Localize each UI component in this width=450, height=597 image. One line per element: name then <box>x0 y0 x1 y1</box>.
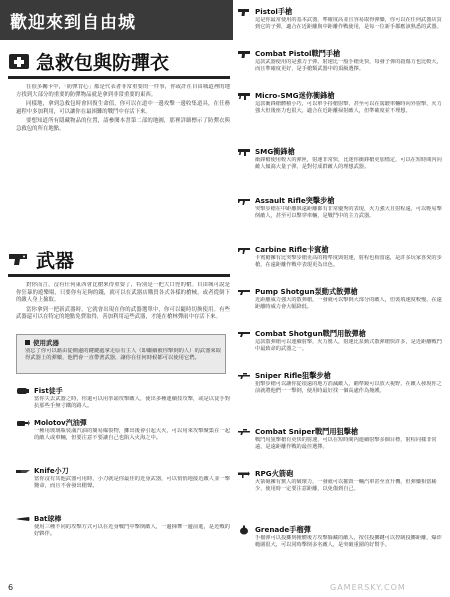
weapon-name: Micro-SMG迷你衝鋒槍 <box>255 90 335 100</box>
weapon-name: Pump Shotgun泵動式散彈槍 <box>255 286 358 296</box>
section-medkit-title: 急救包與防彈衣 <box>36 51 170 74</box>
weapon-desc: 近距離威力強大的散彈槍，一發就可以擊倒大部分的敵人，但裝填速度較慢，在遠距離時威力會大幅降低。 <box>255 297 442 310</box>
weapon-desc: 衝鋒槍使用較大的彈匣，射速非常快，比迷你衝鋒槍更加穩定，可以在短時間內向敵人傾瀉大量子彈，是對付成群敵人的理想武器。 <box>255 157 442 170</box>
combat-shotgun-icon <box>238 329 250 339</box>
micro-smg-icon <box>238 91 250 101</box>
section-weapons-title: 武器 <box>36 249 75 272</box>
tip-box <box>16 334 226 374</box>
weapon-desc: 戰鬥用狙擊槍有更快的射速，可以在短時間內連續射擊多個目標，射程同樣非常遠，是遠距離作戰的最佳選擇。 <box>255 437 437 450</box>
molotov-icon <box>16 419 30 427</box>
weapon-desc: 這是你最常使用的基本武器，準確度高並且容易取得彈藥，你可以在任何武器店買到它的子彈，適合在近距離與中距離作戰使用，是每一位新手都應該熟悉的武器。 <box>255 17 442 30</box>
section-medkit-body <box>16 84 230 236</box>
item-desc: 當你失去武器之時，你還可以用拳頭攻擊敵人，使出多種連續技攻擊，或是以徒手對抗那些手無寸鐵的路人。 <box>34 396 230 410</box>
item-name: Knife小刀 <box>34 467 69 475</box>
weapon-name: Combat Shotgun戰鬥用散彈槍 <box>255 328 366 338</box>
smg-icon <box>238 147 250 157</box>
weapon-item <box>238 48 444 87</box>
sniper-rifle-icon <box>238 371 250 381</box>
weapon-desc: 這款衝鋒槍體積小巧，可以單手持槍射擊，甚至可以在駕駛車輛時向外射擊，火力強大但後座力也很大，適合在近距離掃射敵人，但準確度並不理想。 <box>255 101 442 114</box>
weapon-item <box>238 90 444 143</box>
weapons-paragraph: 對你而言，沒有任何東西會比槍來得重要了，特別是一把大口徑的槍。自由城可說是你狂暴的遊樂場，只要你有足夠的錢，就可以在武器店購買各式各樣的槍械，或者從倒下的敵人身上撿取。 <box>16 282 230 304</box>
weapon-name: RPG火箭砲 <box>255 468 294 478</box>
weapon-item <box>238 6 444 45</box>
header-bar <box>0 0 233 40</box>
weapon-item <box>238 195 444 241</box>
tip-title: 使用武器 <box>33 339 59 347</box>
tip-text: 別忘了你可以藉由從側邊的鍵鍵處拿走原有主人（即繼續被你擊倒的人）的武器來取得武器上的彈藥，他們會一直帶著武器，讓你在任何時候都可以使用它們。 <box>25 348 221 362</box>
item-desc: 使用三種不同的攻擊方式可以在近身戰鬥中擊倒敵人，一邊揮舞一邊前進，是近戰的好夥伴。 <box>34 524 230 538</box>
weapon-desc: 這款散彈槍可以連續射擊，火力驚人，射速比泵動式散彈槍快許多，是近距離戰鬥中最致命的武器之一。 <box>255 339 442 352</box>
weapon-item <box>238 286 444 325</box>
weapon-desc: 這款武器使用的是強力子彈，射速比一般手槍更快，每發子彈的殺傷力也比較大，而且準確度更好，是手槍類武器中的頂級選擇。 <box>255 59 442 72</box>
left-item-bat <box>16 514 230 546</box>
section-weapons-body <box>16 282 230 330</box>
weapon-item <box>238 524 444 584</box>
pistol-icon <box>8 248 30 270</box>
weapon-name: Combat Sniper戰鬥用狙擊槍 <box>255 426 359 436</box>
weapon-name: Pistol手槍 <box>255 6 293 16</box>
weapon-name: Combat Pistol戰鬥手槍 <box>255 48 341 58</box>
left-item-molotov <box>16 418 230 464</box>
weapon-item <box>238 468 444 521</box>
combat-pistol-icon <box>238 49 250 59</box>
weapon-item <box>238 328 444 367</box>
weapon-name: Carbine Rifle卡賓槍 <box>255 244 329 254</box>
carbine-rifle-icon <box>238 245 250 255</box>
assault-rifle-icon <box>238 196 250 206</box>
weapon-name: Sniper Rifle狙擊步槍 <box>255 370 331 380</box>
weapon-desc: 突擊步槍在中距離與遠距離都有非常優秀的表現，火力強大且射程遠，可以輕易擊倒敵人，甚至可以擊穿車輛，是戰鬥中的主力武器。 <box>255 206 442 219</box>
section-weapons-heading <box>8 244 74 274</box>
section-medkit-heading <box>8 46 169 76</box>
combat-sniper-icon <box>238 427 250 437</box>
medkit-paragraph: 要想知道所有隱藏物品的位置，請參閱本書第二部的地圖，那裡詳細標示了防彈衣與急救包的所在地點。 <box>16 118 230 132</box>
section-medkit-rule <box>8 76 230 79</box>
medkit-icon <box>8 50 30 72</box>
bat-icon <box>16 515 30 523</box>
pistol-icon <box>238 7 250 17</box>
medkit-paragraph: 在很多關卡中，「防彈背心」都是代表著非常重要的一件事，你或許在自由城道裡的地方找到大部分的重要的防彈物品就是拿到非常重要的東西。 <box>16 84 230 98</box>
item-name: Fist徒手 <box>34 387 63 395</box>
tip-bullet-icon <box>25 340 30 345</box>
site-watermark: GAMERSKY.COM <box>330 583 406 592</box>
rpg-icon <box>238 469 250 479</box>
weapon-name: Grenade手榴彈 <box>255 524 311 534</box>
weapon-item <box>238 426 444 465</box>
page-title: 歡迎來到自由城 <box>10 13 136 33</box>
knife-icon <box>16 467 30 475</box>
weapon-item <box>238 370 444 423</box>
medkit-paragraph: 同樣地，拿到急救包時會回復生命值，你可以在道中一邊攻擊一邊收集道具，在任務過程中多加利用，可以讓你在最困難的戰鬥中存活下來。 <box>16 101 230 115</box>
weapon-name: Assault Rifle突擊步槍 <box>255 195 335 205</box>
item-desc: 當你沒有其他武器可用時，小刀就是你最佳的近身武器，可以悄悄地接近敵人並一擊斃命，而且不會發出槍聲。 <box>34 476 230 490</box>
page-number: 6 <box>8 583 14 592</box>
weapon-desc: 火箭砲擁有驚人的破壞力，一發就可以摧毀一輛汽車甚至直升機，但彈藥相當稀少，使用時一定要注意距離，以免傷到自己。 <box>255 479 437 492</box>
fist-icon <box>16 387 30 395</box>
item-desc: 一種用玻璃瓶裝滿汽油的簡易爆裂物，擲出後會引起大火，可以用來攻擊聚集在一起的敵人或車輛，但要注意不要讓自己也陷入火海之中。 <box>34 428 230 442</box>
weapon-desc: 卡賓槍擁有比突擊步槍更高的精準度與射速，射程也相當遠，是許多玩家喜愛的步槍，在遠距離作戰中表現更為出色。 <box>255 255 442 268</box>
left-item-fist <box>16 386 230 418</box>
pump-shotgun-icon <box>238 287 250 297</box>
weapon-desc: 手榴彈可以投擲到掩體後方攻擊躲藏的敵人，按住投擲鍵可以控制投擲距離，爆炸範圍很大，可以同時擊倒多名敵人，是突破重圍的好幫手。 <box>255 535 442 548</box>
weapon-name: SMG衝鋒槍 <box>255 146 295 156</box>
item-name: Bat球棒 <box>34 515 62 523</box>
weapons-paragraph: 當你拿到一把新武器時，它就會出現在你的武器選單中，你可以隨時切換使用。有些武器還可以在特定的地點免費取得，善加利用這些武器，才能在槍林彈雨中存活下來。 <box>16 306 230 321</box>
weapon-item <box>238 146 444 192</box>
section-weapons-rule <box>8 274 230 277</box>
grenade-icon <box>238 525 250 535</box>
weapon-desc: 狙擊步槍可以讓你從很遠的地方消滅敵人，瞄準鏡可以放大視野，在敵人發現你之前就將他們一一擊倒，使用時最好找一個高處作為掩護。 <box>255 381 442 394</box>
weapon-item <box>238 244 444 283</box>
item-name: Molotov汽油彈 <box>34 419 87 427</box>
left-item-knife <box>16 466 230 512</box>
